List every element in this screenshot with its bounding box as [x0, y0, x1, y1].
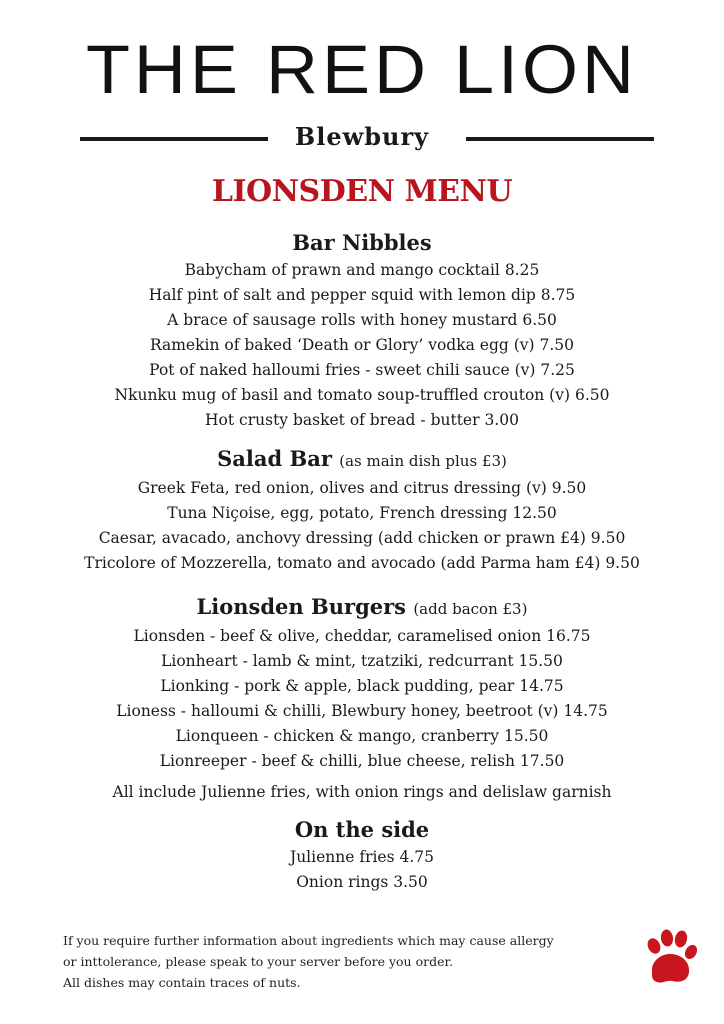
menu-item: Lionking - pork & apple, black pudding, pear 14.75	[160, 677, 564, 695]
section-bar-nibbles	[0, 228, 724, 433]
menu-item: Hot crusty basket of bread - butter 3.00	[205, 411, 519, 429]
section-salad-bar	[0, 444, 724, 576]
menu-item: Tricolore of Mozzerella, tomato and avocado (add Parma ham £4) 9.50	[84, 554, 640, 572]
menu-item: Nkunku mug of basil and tomato soup-truffled crouton (v) 6.50	[114, 386, 610, 404]
menu-item: Greek Feta, red onion, olives and citrus dressing (v) 9.50	[137, 479, 587, 497]
menu-item: Lioness - halloumi & chilli, Blewbury honey, beetroot (v) 14.75	[116, 702, 608, 720]
menu-item: A brace of sausage rolls with honey mustard 6.50	[167, 311, 557, 329]
burgers-footnote: All include Julienne fries, with onion rings and delislaw garnish	[112, 783, 612, 801]
section-on-the-side	[0, 815, 724, 895]
menu-item: Babycham of prawn and mango cocktail 8.25	[184, 261, 540, 279]
section-burgers	[0, 592, 724, 805]
section-note: (as main dish plus £3)	[339, 452, 507, 470]
menu-item: Ramekin of baked ‘Death or Glory’ vodka egg (v) 7.50	[149, 336, 575, 354]
location-subtitle: Blewbury	[294, 122, 430, 151]
menu-item: Onion rings 3.50	[296, 873, 428, 891]
section-note: (add bacon £3)	[413, 600, 528, 618]
menu-item: Caesar, avacado, anchovy dressing (add chicken or prawn £4) 9.50	[98, 529, 626, 547]
paw-print-icon	[642, 926, 698, 986]
allergy-notice-line: If you require further information about ingredients which may cause allergy	[63, 933, 554, 948]
menu-item: Julienne fries 4.75	[289, 848, 435, 866]
menu-item: Tuna Niçoise, egg, potato, French dressing 12.50	[167, 504, 557, 522]
menu-item: Lionqueen - chicken & mango, cranberry 15.50	[175, 727, 549, 745]
menu-item: Half pint of salt and pepper squid with lemon dip 8.75	[148, 286, 576, 304]
allergy-notice	[63, 930, 623, 993]
section-heading: Bar Nibbles	[292, 230, 432, 255]
menu-title: LIONSDEN MENU	[211, 174, 513, 209]
menu-item: Lionreeper - beef & chilli, blue cheese, relish 17.50	[159, 752, 565, 770]
menu-item: Pot of naked halloumi fries - sweet chili sauce (v) 7.25	[149, 361, 575, 379]
paw-shape	[645, 929, 698, 983]
restaurant-title: THE RED LION	[85, 32, 639, 108]
section-heading: Salad Bar (as main dish plus £3)	[217, 446, 507, 471]
section-heading: On the side	[294, 817, 430, 842]
menu-item: Lionheart - lamb & mint, tzatziki, redcurrant 15.50	[161, 652, 563, 670]
allergy-notice-line: All dishes may contain traces of nuts.	[63, 975, 301, 990]
menu-item: Lionsden - beef & olive, cheddar, caramelised onion 16.75	[133, 627, 591, 645]
allergy-notice-line: or inttolerance, please speak to your server before you order.	[63, 954, 454, 969]
section-heading: Lionsden Burgers (add bacon £3)	[196, 594, 528, 619]
